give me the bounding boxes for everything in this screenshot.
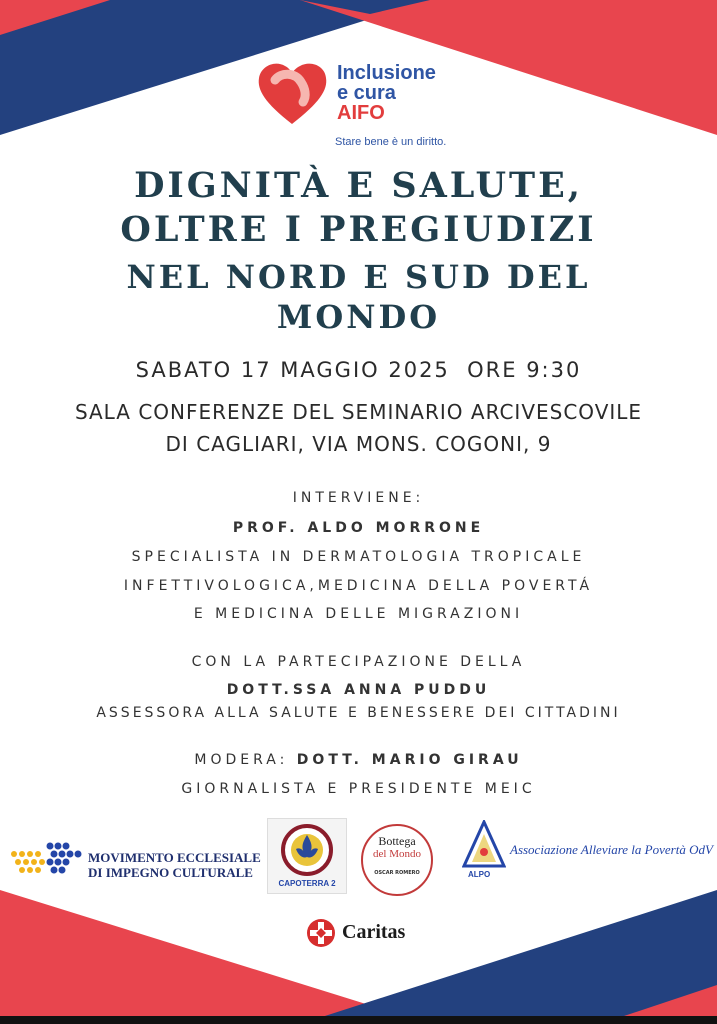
moderator-label: MODERA:: [194, 752, 297, 768]
moderator-line: [0, 752, 717, 768]
event-venue-line-1: SALA CONFERENZE DEL SEMINARIO ARCIVESCOVILE: [74, 400, 643, 424]
caritas-label: Caritas: [342, 921, 406, 943]
main-speaker-role-2: INFETTIVOLOGICA,MEDICINA DELLA POVERTÁ: [123, 578, 594, 594]
aifo-line1: Inclusione: [337, 62, 436, 84]
alpo-logo: [462, 820, 712, 882]
main-speaker-role-3: E MEDICINA DELLE MIGRAZIONI: [193, 606, 524, 622]
agesci-emblem-icon: [278, 823, 336, 877]
title-line-2: OLTRE I PREGIUDIZI: [120, 209, 597, 250]
bottega-line-2: del Mondo: [373, 848, 421, 860]
caritas-logo: [306, 916, 416, 950]
caritas-cross-icon: [306, 918, 336, 948]
participation-intro: CON LA PARTECIPAZIONE DELLA: [191, 654, 526, 670]
main-speaker-role-1: SPECIALISTA IN DERMATOLOGIA TROPICALE: [131, 549, 586, 565]
agesci-logo: [267, 818, 347, 894]
bottega-line-3: OSCAR ROMERO: [374, 870, 420, 876]
meic-logo: [8, 838, 263, 883]
agesci-label: CAPOTERRA 2: [278, 879, 336, 888]
moderator-role: GIORNALISTA E PRESIDENTE MEIC: [181, 781, 536, 797]
aifo-line3: AIFO: [337, 102, 385, 124]
meic-line-1: MOVIMENTO ECCLESIALE: [88, 850, 261, 865]
aifo-line2: e cura: [337, 82, 396, 104]
bottega-logo: [361, 824, 433, 896]
title-line-4: MONDO: [276, 298, 441, 336]
meic-dots-icon: [8, 840, 86, 876]
alpo-triangle-icon: [462, 820, 506, 870]
speakers-intro: INTERVIENE:: [292, 490, 425, 506]
alpo-mark: ALPO: [468, 870, 491, 879]
title-line-1: DIGNITÀ E SALUTE,: [134, 165, 583, 206]
alpo-name: Associazione Alleviare la Povertà OdV: [510, 842, 713, 857]
moderator-name: DOTT. MARIO GIRAU: [296, 752, 523, 768]
event-venue-line-2: DI CAGLIARI, VIA MONS. COGONI, 9: [165, 432, 552, 456]
bottega-line-1: Bottega: [378, 834, 416, 848]
meic-line-2: DI IMPEGNO CULTURALE: [88, 865, 253, 880]
title-line-3: NEL NORD E SUD DEL: [126, 258, 591, 296]
guest-name: DOTT.SSA ANNA PUDDU: [226, 682, 491, 698]
aifo-logo: [255, 58, 475, 153]
guest-role: ASSESSORA ALLA SALUTE E BENESSERE DEI CITTADINI: [96, 705, 621, 721]
aifo-heart-icon: [255, 58, 330, 128]
aifo-tagline: Stare bene è un diritto.: [335, 136, 447, 148]
main-speaker-name: PROF. ALDO MORRONE: [232, 520, 485, 536]
event-date: SABATO 17 MAGGIO 2025 ORE 9:30: [135, 358, 582, 382]
